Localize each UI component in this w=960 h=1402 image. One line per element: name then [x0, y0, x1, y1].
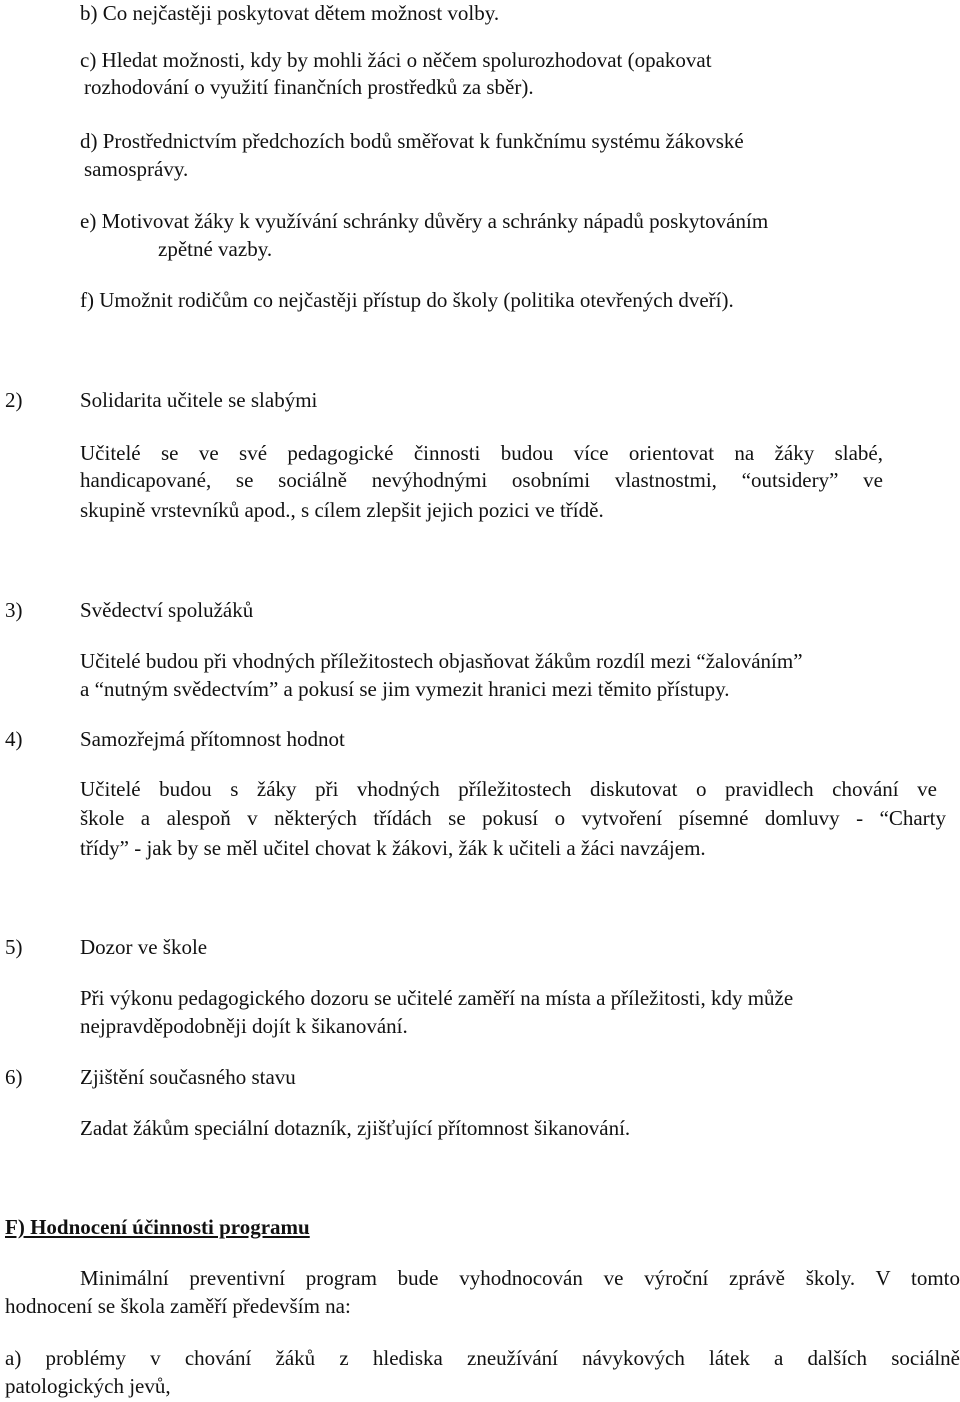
evaluation-line-2: hodnocení se škola zaměří především na: — [5, 1294, 351, 1318]
evaluation-line-1: Minimální preventivní program bude vyhodnocován ve výroční zprávě školy. V tomto — [80, 1266, 960, 1290]
section-3-line-2: a “nutným svědectvím” a pokusí se jim vymezit hranici mezi těmito přístupy. — [80, 677, 730, 701]
section-4-title: Samozřejmá přítomnost hodnot — [80, 727, 345, 751]
list-item-e-line-2: zpětné vazby. — [158, 237, 273, 261]
list-item-c-line-1: c) Hledat možnosti, kdy by mohli žáci o něčem spolurozhodovat (opakovat — [80, 48, 712, 72]
section-5-line-2: nejpravděpodobněji dojít k šikanování. — [80, 1014, 408, 1038]
section-5-number: 5) — [5, 935, 23, 959]
list-item-c-line-2: rozhodování o využití finančních prostředků za sběr). — [84, 75, 534, 99]
section-6-number: 6) — [5, 1065, 23, 1089]
section-heading-f: F) Hodnocení účinnosti programu — [5, 1215, 310, 1239]
section-4-line-1: Učitelé budou s žáky při vhodných příležitostech diskutovat o pravidlech chování ve — [80, 777, 937, 801]
section-6-title: Zjištění současného stavu — [80, 1065, 296, 1089]
section-5-line-1: Při výkonu pedagogického dozoru se učitelé zaměří na místa a příležitosti, kdy může — [80, 986, 794, 1010]
section-3-line-1: Učitelé budou při vhodných příležitostech objasňovat žákům rozdíl mezi “žalováním” — [80, 649, 803, 673]
list-item-d-line-1: d) Prostřednictvím předchozích bodů směřovat k funkčnímu systému žákovské — [80, 129, 744, 153]
list-item-f: f) Umožnit rodičům co nejčastěji přístup do školy (politika otevřených dveří). — [80, 288, 734, 312]
section-5-title: Dozor ve škole — [80, 935, 208, 959]
section-2-line-3: skupině vrstevníků apod., s cílem zlepšit jejich pozici ve třídě. — [80, 498, 604, 522]
section-2-line-1: Učitelé se ve své pedagogické činnosti budou více orientovat na žáky slabé, — [80, 441, 883, 465]
list-item-b: b) Co nejčastěji poskytovat dětem možnost volby. — [80, 1, 500, 25]
section-2-line-2: handicapované, se sociálně nevýhodnými osobními vlastnostmi, “outsidery” ve — [80, 468, 883, 492]
evaluation-item-a-line-1: a) problémy v chování žáků z hlediska zneužívání návykových látek a dalších sociálně — [5, 1346, 960, 1370]
list-item-e-line-1: e) Motivovat žáky k využívání schránky důvěry a schránky nápadů poskytováním — [80, 209, 769, 233]
section-6-line-1: Zadat žákům speciální dotazník, zjišťující přítomnost šikanování. — [80, 1116, 631, 1140]
section-3-title: Svědectví spolužáků — [80, 598, 254, 622]
section-4-number: 4) — [5, 727, 23, 751]
section-3-number: 3) — [5, 598, 23, 622]
evaluation-item-a-line-2: patologických jevů, — [5, 1374, 171, 1398]
list-item-d-line-2: samosprávy. — [84, 157, 189, 181]
section-4-line-3: třídy” - jak by se měl učitel chovat k žákovi, žák k učiteli a žáci navzájem. — [80, 836, 706, 860]
section-4-line-2: škole a alespoň v některých třídách se pokusí o vytvoření písemné domluvy - “Charty — [80, 806, 946, 830]
section-2-title: Solidarita učitele se slabými — [80, 388, 318, 412]
section-2-number: 2) — [5, 388, 23, 412]
